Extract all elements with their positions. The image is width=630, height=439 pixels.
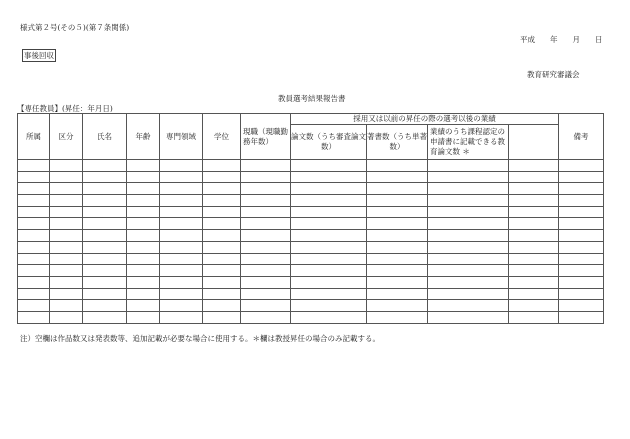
table-cell[interactable] bbox=[559, 206, 604, 218]
table-cell[interactable] bbox=[203, 253, 241, 265]
table-cell[interactable] bbox=[160, 206, 203, 218]
table-cell[interactable] bbox=[367, 311, 428, 323]
table-cell[interactable] bbox=[203, 195, 241, 207]
table-cell[interactable] bbox=[203, 265, 241, 277]
table-cell[interactable] bbox=[127, 183, 160, 195]
table-cell[interactable] bbox=[127, 253, 160, 265]
table-cell[interactable] bbox=[291, 300, 367, 312]
table-cell[interactable] bbox=[50, 171, 83, 183]
table-cell[interactable] bbox=[428, 288, 509, 300]
table-cell[interactable] bbox=[50, 288, 83, 300]
table-cell[interactable] bbox=[127, 171, 160, 183]
table-row bbox=[18, 171, 604, 183]
table-cell[interactable] bbox=[127, 276, 160, 288]
table-cell[interactable] bbox=[18, 230, 50, 242]
table-cell[interactable] bbox=[127, 265, 160, 277]
table-cell[interactable] bbox=[127, 206, 160, 218]
table-cell[interactable] bbox=[291, 311, 367, 323]
table-cell[interactable] bbox=[559, 276, 604, 288]
table-row bbox=[18, 241, 604, 253]
table-cell[interactable] bbox=[367, 171, 428, 183]
table-cell[interactable] bbox=[203, 288, 241, 300]
table-cell[interactable] bbox=[291, 160, 367, 172]
table-row bbox=[18, 183, 604, 195]
table-cell[interactable] bbox=[203, 206, 241, 218]
header-name: 氏名 bbox=[83, 114, 127, 160]
table-cell[interactable] bbox=[18, 253, 50, 265]
table-cell[interactable] bbox=[428, 195, 509, 207]
section-label: 【専任教員】(昇任：年月日) bbox=[17, 104, 113, 113]
document-title: 教員選考結果報告書 bbox=[278, 94, 346, 103]
table-cell[interactable] bbox=[367, 241, 428, 253]
table-cell[interactable] bbox=[127, 288, 160, 300]
table-cell[interactable] bbox=[559, 265, 604, 277]
table-cell[interactable] bbox=[559, 241, 604, 253]
table-cell[interactable] bbox=[127, 300, 160, 312]
table-cell[interactable] bbox=[83, 265, 127, 277]
table-cell[interactable] bbox=[83, 160, 127, 172]
table-cell[interactable] bbox=[50, 253, 83, 265]
table-cell[interactable] bbox=[559, 218, 604, 230]
table-cell[interactable] bbox=[160, 171, 203, 183]
table-cell[interactable] bbox=[83, 300, 127, 312]
table-cell[interactable] bbox=[127, 241, 160, 253]
header-degree: 学位 bbox=[203, 114, 241, 160]
footnote: 注）空欄は作品数又は発表数等、追加記載が必要な場合に使用する。＊欄は教授昇任の場合のみ記載する。 bbox=[20, 334, 380, 343]
table-cell[interactable] bbox=[241, 276, 291, 288]
table-cell[interactable] bbox=[367, 183, 428, 195]
table-cell[interactable] bbox=[291, 230, 367, 242]
header-books: 著書数（うち単著数） bbox=[367, 125, 428, 160]
table-cell[interactable] bbox=[559, 183, 604, 195]
table-cell[interactable] bbox=[559, 288, 604, 300]
header-field: 専門領域 bbox=[160, 114, 203, 160]
table-row bbox=[18, 253, 604, 265]
table-cell[interactable] bbox=[559, 160, 604, 172]
table-cell[interactable] bbox=[160, 160, 203, 172]
table-cell[interactable] bbox=[127, 195, 160, 207]
table-cell[interactable] bbox=[127, 218, 160, 230]
table-cell[interactable] bbox=[509, 288, 559, 300]
table-cell[interactable] bbox=[241, 311, 291, 323]
table-cell[interactable] bbox=[559, 300, 604, 312]
header-age: 年齢 bbox=[127, 114, 160, 160]
header-category: 区分 bbox=[50, 114, 83, 160]
date-line: 平成 年 月 日 bbox=[520, 35, 603, 44]
table-cell[interactable] bbox=[291, 183, 367, 195]
table-cell[interactable] bbox=[241, 206, 291, 218]
table-cell[interactable] bbox=[509, 276, 559, 288]
table-cell[interactable] bbox=[203, 183, 241, 195]
table-cell[interactable] bbox=[83, 183, 127, 195]
table-cell[interactable] bbox=[291, 288, 367, 300]
table-cell[interactable] bbox=[160, 230, 203, 242]
table-cell[interactable] bbox=[241, 300, 291, 312]
table-cell[interactable] bbox=[291, 253, 367, 265]
table-cell[interactable] bbox=[203, 276, 241, 288]
table-cell[interactable] bbox=[428, 241, 509, 253]
table-cell[interactable] bbox=[241, 265, 291, 277]
table-cell[interactable] bbox=[559, 311, 604, 323]
table-cell[interactable] bbox=[160, 218, 203, 230]
table-row bbox=[18, 265, 604, 277]
table-cell[interactable] bbox=[160, 183, 203, 195]
table-cell[interactable] bbox=[509, 160, 559, 172]
table-cell[interactable] bbox=[18, 265, 50, 277]
table-cell[interactable] bbox=[83, 195, 127, 207]
table-cell[interactable] bbox=[50, 300, 83, 312]
table-cell[interactable] bbox=[291, 276, 367, 288]
table-cell[interactable] bbox=[241, 171, 291, 183]
post-collection-stamp: 事後回収 bbox=[24, 51, 54, 60]
table-cell[interactable] bbox=[559, 253, 604, 265]
table-cell[interactable] bbox=[83, 171, 127, 183]
header-papers: 論文数（うち審査論文数） bbox=[291, 125, 367, 160]
table-cell[interactable] bbox=[367, 265, 428, 277]
table-cell[interactable] bbox=[50, 241, 83, 253]
table-row bbox=[18, 311, 604, 323]
table-cell[interactable] bbox=[160, 300, 203, 312]
table-cell[interactable] bbox=[428, 300, 509, 312]
table-cell[interactable] bbox=[367, 276, 428, 288]
table-cell[interactable] bbox=[83, 253, 127, 265]
table-cell[interactable] bbox=[83, 230, 127, 242]
header-education-papers: 業績のうち課程認定の申請書に記載できる教育論文数 ＊ bbox=[428, 125, 509, 160]
table-cell[interactable] bbox=[18, 300, 50, 312]
table-cell[interactable] bbox=[291, 218, 367, 230]
table-cell[interactable] bbox=[83, 218, 127, 230]
table-cell[interactable] bbox=[50, 311, 83, 323]
table-cell[interactable] bbox=[509, 195, 559, 207]
table-row bbox=[18, 276, 604, 288]
header-remarks: 備考 bbox=[559, 114, 604, 160]
table-cell[interactable] bbox=[291, 241, 367, 253]
table-cell[interactable] bbox=[241, 230, 291, 242]
table-cell[interactable] bbox=[50, 160, 83, 172]
table-cell[interactable] bbox=[241, 288, 291, 300]
table-cell[interactable] bbox=[428, 218, 509, 230]
table-cell[interactable] bbox=[428, 265, 509, 277]
table-cell[interactable] bbox=[18, 241, 50, 253]
table-cell[interactable] bbox=[160, 253, 203, 265]
table-cell[interactable] bbox=[428, 311, 509, 323]
table-cell[interactable] bbox=[559, 171, 604, 183]
table-cell[interactable] bbox=[127, 160, 160, 172]
table-cell[interactable] bbox=[509, 230, 559, 242]
table-cell[interactable] bbox=[160, 288, 203, 300]
table-cell[interactable] bbox=[50, 218, 83, 230]
report-table bbox=[17, 113, 604, 324]
table-cell[interactable] bbox=[367, 288, 428, 300]
table-row bbox=[18, 218, 604, 230]
table-cell[interactable] bbox=[83, 288, 127, 300]
table-cell[interactable] bbox=[241, 195, 291, 207]
table-cell[interactable] bbox=[367, 195, 428, 207]
table-cell[interactable] bbox=[509, 300, 559, 312]
table-cell[interactable] bbox=[50, 265, 83, 277]
table-cell[interactable] bbox=[509, 241, 559, 253]
table-cell[interactable] bbox=[18, 160, 50, 172]
table-cell[interactable] bbox=[83, 241, 127, 253]
table-cell[interactable] bbox=[160, 241, 203, 253]
table-cell[interactable] bbox=[18, 183, 50, 195]
table-cell[interactable] bbox=[241, 183, 291, 195]
table-cell[interactable] bbox=[428, 230, 509, 242]
table-cell[interactable] bbox=[50, 195, 83, 207]
table-cell[interactable] bbox=[428, 276, 509, 288]
table-cell[interactable] bbox=[428, 160, 509, 172]
table-row bbox=[18, 288, 604, 300]
table-cell[interactable] bbox=[18, 206, 50, 218]
table-cell[interactable] bbox=[127, 311, 160, 323]
table-cell[interactable] bbox=[50, 276, 83, 288]
header-current-position: 現職（現職勤務年数） bbox=[241, 114, 291, 160]
table-cell[interactable] bbox=[18, 276, 50, 288]
table-cell[interactable] bbox=[18, 218, 50, 230]
table-cell[interactable] bbox=[83, 276, 127, 288]
table-cell[interactable] bbox=[160, 311, 203, 323]
table-cell[interactable] bbox=[83, 206, 127, 218]
table-cell[interactable] bbox=[203, 171, 241, 183]
table-cell[interactable] bbox=[509, 311, 559, 323]
table-cell[interactable] bbox=[160, 265, 203, 277]
table-cell[interactable] bbox=[50, 183, 83, 195]
table-cell[interactable] bbox=[367, 218, 428, 230]
form-number: 様式第２号(その５)(第７条関係) bbox=[20, 23, 130, 32]
table-cell[interactable] bbox=[559, 195, 604, 207]
table-cell[interactable] bbox=[241, 253, 291, 265]
table-cell[interactable] bbox=[160, 195, 203, 207]
table-cell[interactable] bbox=[241, 218, 291, 230]
table-cell[interactable] bbox=[367, 300, 428, 312]
table-cell[interactable] bbox=[18, 171, 50, 183]
table-cell[interactable] bbox=[18, 195, 50, 207]
table-cell[interactable] bbox=[509, 206, 559, 218]
header-achievements: 採用又は以前の昇任の際の選考以後の業績 bbox=[291, 114, 559, 125]
table-cell[interactable] bbox=[203, 300, 241, 312]
table-cell[interactable] bbox=[50, 230, 83, 242]
table-cell[interactable] bbox=[83, 311, 127, 323]
table-cell[interactable] bbox=[203, 241, 241, 253]
table-cell[interactable] bbox=[509, 253, 559, 265]
table-cell[interactable] bbox=[509, 183, 559, 195]
table-cell[interactable] bbox=[203, 218, 241, 230]
table-cell[interactable] bbox=[428, 183, 509, 195]
table-cell[interactable] bbox=[428, 253, 509, 265]
table-cell[interactable] bbox=[291, 265, 367, 277]
table-cell[interactable] bbox=[160, 276, 203, 288]
table-row bbox=[18, 160, 604, 172]
table-cell[interactable] bbox=[559, 230, 604, 242]
table-row bbox=[18, 230, 604, 242]
table-cell[interactable] bbox=[241, 160, 291, 172]
table-cell[interactable] bbox=[127, 230, 160, 242]
table-cell[interactable] bbox=[367, 160, 428, 172]
table-cell[interactable] bbox=[241, 241, 291, 253]
table-cell[interactable] bbox=[291, 206, 367, 218]
table-cell[interactable] bbox=[509, 218, 559, 230]
table-cell[interactable] bbox=[367, 206, 428, 218]
header-affiliation: 所属 bbox=[18, 114, 50, 160]
table-cell[interactable] bbox=[203, 311, 241, 323]
table-cell[interactable] bbox=[367, 230, 428, 242]
table-cell[interactable] bbox=[428, 206, 509, 218]
table-cell[interactable] bbox=[428, 171, 509, 183]
table-cell[interactable] bbox=[18, 288, 50, 300]
table-cell[interactable] bbox=[509, 171, 559, 183]
table-cell[interactable] bbox=[50, 206, 83, 218]
council-name: 教育研究審議会 bbox=[527, 70, 580, 79]
table-cell[interactable] bbox=[509, 265, 559, 277]
table-row bbox=[18, 300, 604, 312]
table-cell[interactable] bbox=[367, 253, 428, 265]
table-cell[interactable] bbox=[291, 171, 367, 183]
table-cell[interactable] bbox=[203, 160, 241, 172]
table-cell[interactable] bbox=[291, 195, 367, 207]
table-row bbox=[18, 195, 604, 207]
header-blank bbox=[509, 125, 559, 160]
table-row bbox=[18, 206, 604, 218]
table-cell[interactable] bbox=[18, 311, 50, 323]
table-cell[interactable] bbox=[203, 230, 241, 242]
